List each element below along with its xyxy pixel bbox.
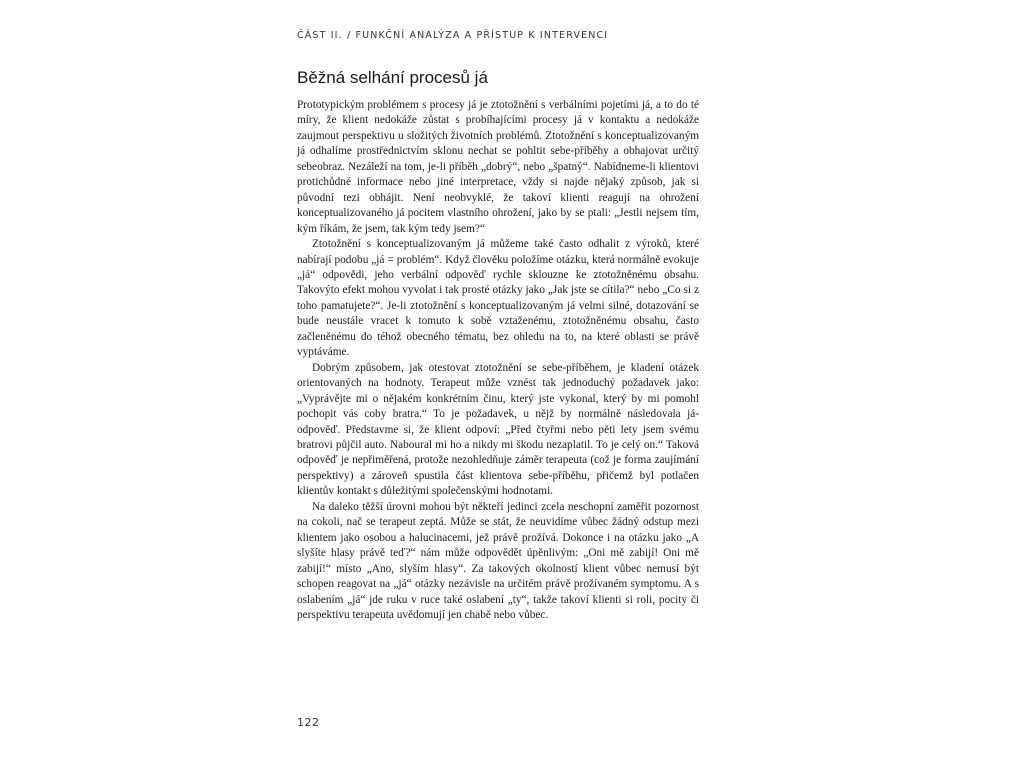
paragraph: Dobrým způsobem, jak otestovat ztotožnění se sebe-příběhem, je kladení otázek orientovaných na hodnoty. Terapeut může vznést tak jednoduchý požadavek jako: „Vyprávějte mi o nějakém konkrétním činu, který jste vykonal, který by mi pomohl pochopit vás coby bratra.“ To je požadavek, u nějž by normálně následovala já-odpověď. Představme si, že klient odpoví: „Před čtyřmi nebo pěti lety jsem svému bratrovi půjčil auto. Naboural mi ho a nikdy mi škodu nezaplatil. To je celý on.“ Taková odpověď je nepřiměřená, protože nezohledňuje záměr terapeuta (což je forma zaujímání perspektivy) a zároveň spustila část klientova sebe-příběhu, přičemž byl potlačen klientův kontakt s důležitými společenskými hodnotami. bbox=[297, 361, 699, 498]
paragraph: Na daleko těžší úrovni mohou být někteří jedinci zcela neschopní zaměřit pozornost na cokoli, nač se terapeut zeptá. Může se stát, že neuvidíme vůbec žádný odstup mezi klientem jako osobou a halucinacemi, jež právě prožívá. Dokonce i na otázku jako „A slyšíte hlasy právě teď?“ nám může odpovědět úpěnlivým: „Oni mě zabijí! Oni mě zabijí!“ místo „Ano, slyším hlasy“. Za takových okolností klient vůbec nemusí být schopen reagovat na „já“ otázky nezávisle na určitém právě prožívaném symptomu. A s oslabením „já“ jde ruku v ruce také oslabení „ty“, takže takoví klienti si roli, pocity či perspektivu terapeuta uvědomují jen chabě nebo vůbec. bbox=[297, 500, 699, 621]
section-title: Běžná selhání procesů já bbox=[297, 68, 488, 87]
paragraph: Prototypickým problémem s procesy já je ztotožnění s verbálními pojetími já, a to do té míry, že klient nedokáže zůstat s probíhajícími procesy já v kontaktu a nedokáže zaujmout perspektivu u složitých životních problémů. Ztotožnění s konceptualizovaným já odhalíme prostřednictvím sklonu nechat se pohltit sebe-příběhy a obhajovat určitý sebeobraz. Nezáleží na tom, je-li příběh „dobrý“, nebo „špatný“. Nabídneme-li klientovi protichůdné informace nebo jiné interpretace, vždy si najde nějaký způsob, jak si původní tezi obhájit. Není neobvyklé, že takoví klienti reagují na ohrožení konceptualizovaného já pocitem vlastního ohrožení, jako by se ptali: „Jestli nejsem tím, kým říkám, že jsem, tak kým tedy jsem?“ bbox=[297, 99, 699, 235]
paragraph: Ztotožnění s konceptualizovaným já můžeme také často odhalit z výroků, které nabírají podobu „já = problém“. Když člověku položíme otázku, která normálně evokuje „já“ odpovědi, jeho verbální odpověď rychle sklouzne ke ztotožněnému obsahu. Takovýto efekt mohou vyvolat i tak prosté otázky jako „Jak jste se cítila?“ nebo „Co si z toho pamatujete?“. Je-li ztotožnění s konceptualizovaným já velmi silné, dotazování se bude neustále vracet k tomuto k sobě vztaženému, ztotožněnému obsahu, často začleněnému do téhož obecného tématu, bez ohledu na to, na které oblasti se právě vyptáváme. bbox=[297, 238, 699, 359]
page-number: 122 bbox=[297, 716, 320, 729]
body-text bbox=[297, 98, 699, 623]
running-head: ČÁST II. / FUNKČNÍ ANALÝZA A PŘÍSTUP K INTERVENCI bbox=[297, 30, 609, 41]
